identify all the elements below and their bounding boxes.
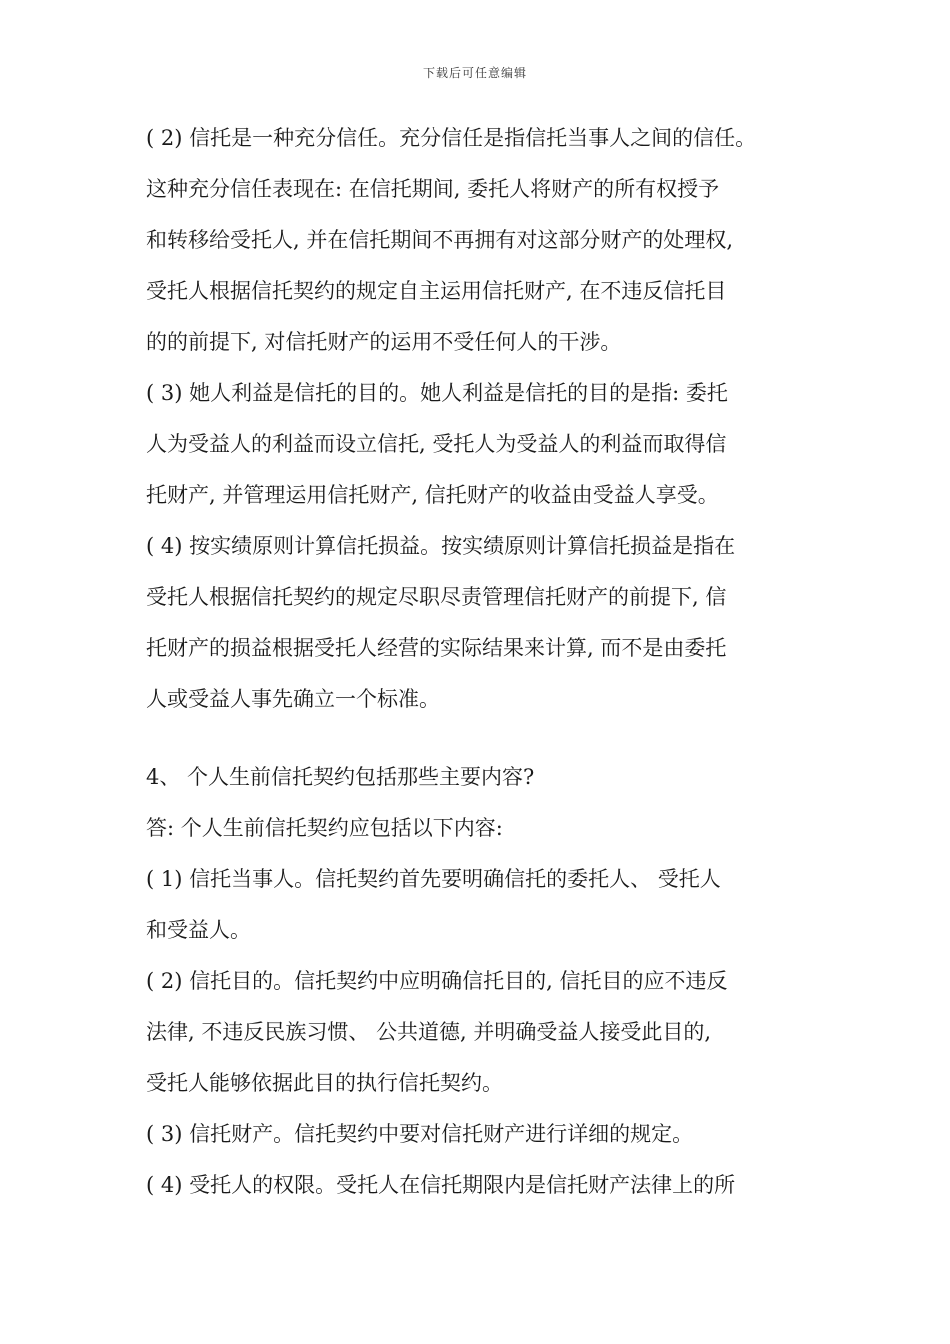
text-line: 人或受益人事先确立一个标准。 bbox=[146, 687, 440, 711]
text-line: ( 3) 信托财产。信托契约中要对信托财产进行详细的规定。 bbox=[146, 1122, 694, 1146]
text-line: 和转移给受托人, 并在信托期间不再拥有对这部分财产的处理权, bbox=[146, 228, 734, 252]
text-line: 和受益人。 bbox=[146, 918, 251, 942]
text-line: 受托人根据信托契约的规定自主运用信托财产, 在不违反信托目 bbox=[146, 279, 727, 303]
text-line: 这种充分信任表现在: 在信托期间, 委托人将财产的所有权授予 bbox=[146, 177, 720, 201]
text-line: 受托人能够依据此目的执行信托契约。 bbox=[146, 1071, 503, 1095]
document-body bbox=[146, 113, 826, 1211]
page-header: 下载后可任意编辑 bbox=[422, 66, 527, 80]
text-line: 的的前提下, 对信托财产的运用不受任何人的干涉。 bbox=[146, 330, 622, 354]
text-line: 受托人根据信托契约的规定尽职尽责管理信托财产的前提下, 信 bbox=[146, 585, 727, 609]
text-line: ( 4) 受托人的权限。受托人在信托期限内是信托财产法律上的所 bbox=[146, 1173, 736, 1197]
text-line: 托财产, 并管理运用信托财产, 信托财产的收益由受益人享受。 bbox=[146, 483, 719, 507]
text-line: ( 2) 信托是一种充分信任。充分信任是指信托当事人之间的信任。 bbox=[146, 126, 757, 150]
text-line: ( 1) 信托当事人。信托契约首先要明确信托的委托人、 受托人 bbox=[146, 867, 721, 891]
question-heading: 4、 个人生前信托契约包括那些主要内容? bbox=[146, 765, 535, 789]
text-line: ( 3) 她人利益是信托的目的。她人利益是信托的目的是指: 委托 bbox=[146, 381, 728, 405]
answer-intro: 答: 个人生前信托契约应包括以下内容: bbox=[146, 816, 503, 840]
text-line: 人为受益人的利益而设立信托, 受托人为受益人的利益而取得信 bbox=[146, 432, 727, 456]
paragraph-gap bbox=[146, 725, 826, 752]
text-line: ( 4) 按实绩原则计算信托损益。按实绩原则计算信托损益是指在 bbox=[146, 534, 736, 558]
text-line: ( 2) 信托目的。信托契约中应明确信托目的, 信托目的应不违反 bbox=[146, 969, 728, 993]
text-line: 法律, 不违反民族习惯、 公共道德, 并明确受益人接受此目的, bbox=[146, 1020, 712, 1044]
text-line: 托财产的损益根据受托人经营的实际结果来计算, 而不是由委托 bbox=[146, 636, 727, 660]
